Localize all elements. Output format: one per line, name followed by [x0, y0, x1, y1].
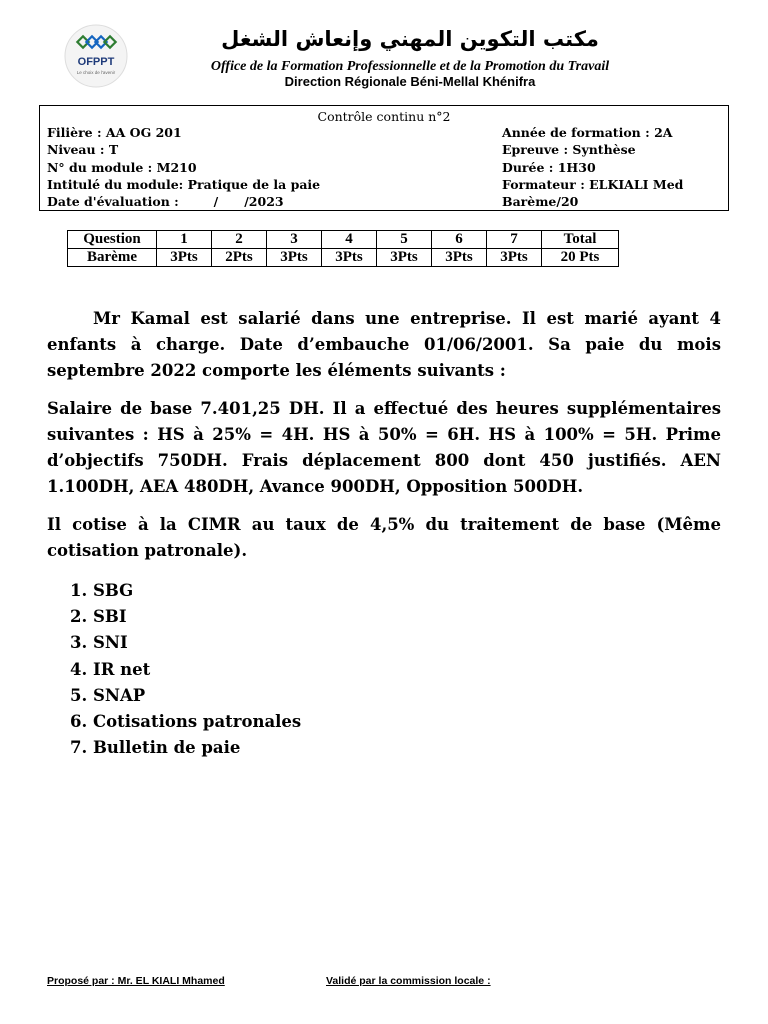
intitule-line: Intitulé du module: Pratique de la paie	[47, 177, 321, 192]
points-cell: 3Pts	[487, 249, 542, 267]
exam-title: Contrôle continu n°2	[317, 109, 451, 124]
table-header-row	[68, 231, 619, 249]
question-number: 2	[212, 231, 267, 249]
bareme-label: Barème	[68, 249, 157, 267]
list-item: 4. IR net	[70, 659, 151, 679]
filiere-line: Filière : AA OG 201	[47, 125, 182, 140]
question-number: 3	[267, 231, 322, 249]
epreuve-line: Epreuve : Synthèse	[502, 142, 636, 157]
points-cell: 3Pts	[267, 249, 322, 267]
total-points-cell: 20 Pts	[542, 249, 619, 267]
logo-tagline: Le choix de l'avenir	[76, 70, 116, 75]
header-arabic: مكتب التكوين المهني وإنعاش الشغل	[221, 27, 599, 51]
duree-line: Durée : 1H30	[502, 160, 596, 175]
formateur-line: Formateur : ELKIALI Med	[502, 177, 684, 192]
header-direction: Direction Régionale Béni-Mellal Khénifra	[284, 74, 536, 89]
bareme-table	[67, 230, 619, 267]
payroll-elements-paragraph: Salaire de base 7.401,25 DH. Il a effectué des heures supplémentaires suivantes : HS à 25% = 4H. HS à 50% = 6H. HS à 100% = 5H. Prime d’objectifs 750DH. Frais déplacement 800 dont 450 justifiés. AEN 1.100DH, AEA 480DH, Avance 900DH, Opposition 500DH.	[47, 399, 721, 496]
module-line: N° du module : M210	[47, 160, 197, 175]
logo-text: OFPPT	[77, 56, 115, 68]
question-label: Question	[68, 231, 157, 249]
validated-by: Validé par la commission locale :	[326, 975, 491, 987]
points-cell: 3Pts	[377, 249, 432, 267]
annee-line: Année de formation : 2A	[502, 125, 673, 140]
question-number: 4	[322, 231, 377, 249]
questions-list	[70, 578, 301, 761]
question-number: 5	[377, 231, 432, 249]
list-item: 3. SNI	[70, 633, 128, 653]
points-cell: 3Pts	[432, 249, 487, 267]
points-cell: 2Pts	[212, 249, 267, 267]
points-cell: 3Pts	[157, 249, 212, 267]
table-row	[68, 249, 619, 267]
ofppt-logo	[64, 24, 128, 88]
case-intro-paragraph: Mr Kamal est salarié dans une entreprise. Il est marié ayant 4 enfants à charge. Date d’embauche 01/06/2001. Sa paie du mois septembre 2022 comporte les éléments suivants :	[47, 309, 721, 380]
list-item: 2. SBI	[70, 607, 127, 627]
date-line: Date d'évaluation : / /2023	[47, 194, 284, 209]
exam-info-box	[39, 105, 729, 211]
list-item: 5. SNAP	[70, 685, 146, 705]
question-number: 1	[157, 231, 212, 249]
question-number: 7	[487, 231, 542, 249]
total-label: Total	[542, 231, 619, 249]
proposed-by: Proposé par : Mr. EL KIALI Mhamed	[47, 975, 225, 987]
list-item: 7. Bulletin de paie	[70, 738, 241, 758]
header-office: Office de la Formation Professionnelle et de la Promotion du Travail	[210, 59, 610, 74]
niveau-line: Niveau : T	[47, 142, 119, 157]
bareme-line: Barème/20	[502, 194, 579, 209]
points-cell: 3Pts	[322, 249, 377, 267]
cimr-paragraph: Il cotise à la CIMR au taux de 4,5% du traitement de base (Même cotisation patronale).	[47, 515, 721, 560]
question-number: 6	[432, 231, 487, 249]
list-item: 1. SBG	[70, 581, 134, 600]
list-item: 6. Cotisations patronales	[70, 712, 302, 732]
